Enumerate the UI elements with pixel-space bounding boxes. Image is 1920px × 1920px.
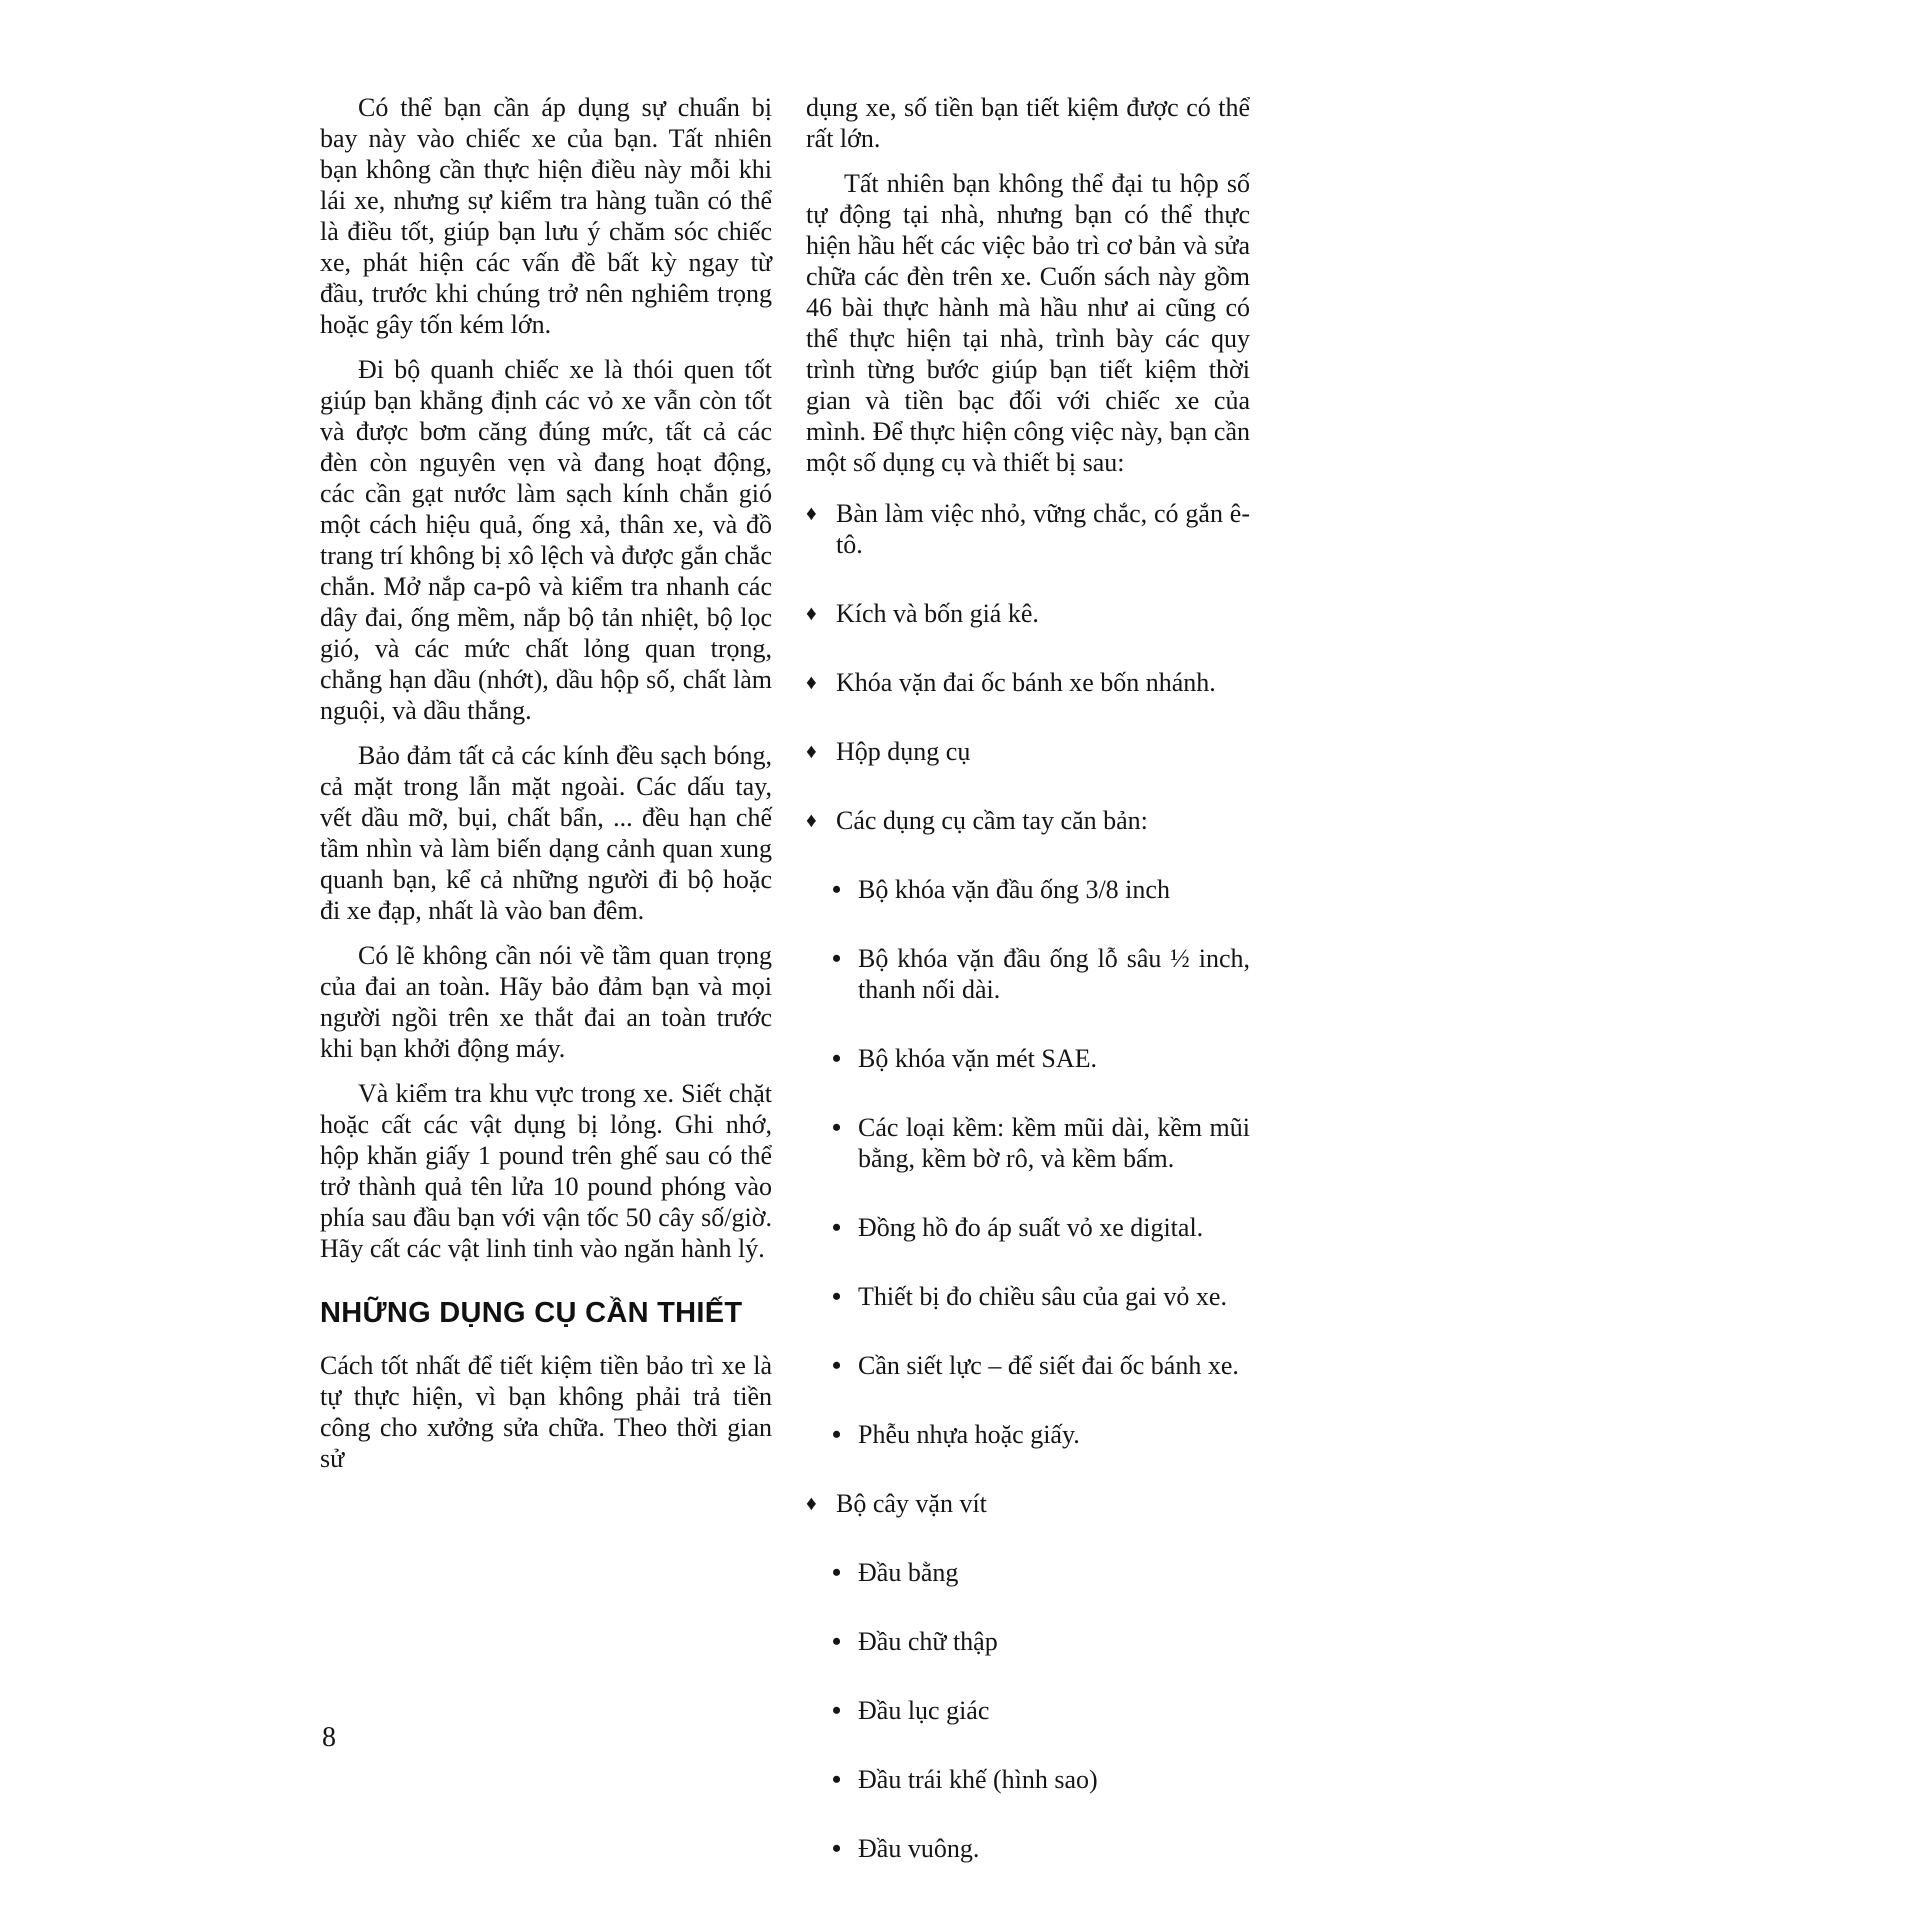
paragraph: Tất nhiên bạn không thể đại tu hộp số tự động tại nhà, nhưng bạn có thể thực hiện hầu hết các việc bảo trì cơ bản và sửa chữa các đèn trên xe. Cuốn sách này gồm 46 bài thực hành mà hầu như ai cũng có thể thực hiện tại nhà, trình bày các quy trình từng bước giúp bạn tiết kiệm thời gian và tiền bạc đối với chiếc xe của mình. Để thực hiện công việc này, bạn cần một số dụng cụ và thiết bị sau:	[806, 169, 1250, 477]
list-item	[806, 667, 1250, 698]
list-item-text: Đầu vuông.	[858, 1834, 980, 1863]
paragraph: Đi bộ quanh chiếc xe là thói quen tốt giúp bạn khẳng định các vỏ xe vẫn còn tốt và được bơm căng đúng mức, tất cả các đèn còn nguyên vẹn và đang hoạt động, các cần gạt nước làm sạch kính chắn gió một cách hiệu quả, ống xả, thân xe, và đồ trang trí không bị xô lệch và được gắn chắc chắn. Mở nắp ca-pô và kiểm tra nhanh các dây đai, ống mềm, nắp bộ tản nhiệt, bộ lọc gió, và các mức chất lỏng quan trọng, chẳng hạn dầu (nhớt), dầu hộp số, chất làm nguội, và dầu thắng.	[320, 355, 772, 725]
list-item-text: Thiết bị đo chiều sâu của gai vỏ xe.	[858, 1282, 1227, 1311]
paragraph: Có lẽ không cần nói về tầm quan trọng của đai an toàn. Hãy bảo đảm bạn và mọi người ngồi trên xe thắt đai an toàn trước khi bạn khởi động máy.	[320, 941, 772, 1063]
list-item	[806, 1212, 1250, 1243]
paragraph: Cách tốt nhất để tiết kiệm tiền bảo trì xe là tự thực hiện, vì bạn không phải trả tiền công cho xưởng sửa chữa. Theo thời gian sử	[320, 1351, 772, 1473]
list-item-text: Khóa vặn đai ốc bánh xe bốn nhánh.	[836, 668, 1216, 697]
section-heading: NHỮNG DỤNG CỤ CẦN THIẾT	[320, 1297, 743, 1329]
list-item-text: Bộ khóa vặn mét SAE.	[858, 1044, 1098, 1073]
list-item-text: Đầu chữ thập	[858, 1627, 998, 1656]
list-item	[806, 1557, 1250, 1588]
diamond-bullet-icon: ♦	[806, 501, 817, 525]
list-item	[806, 943, 1250, 1005]
dot-bullet-icon: •	[832, 1213, 842, 1242]
list-item	[806, 1833, 1250, 1864]
list-item-text: Đầu lục giác	[858, 1696, 990, 1725]
list-item-text: Đầu bằng	[858, 1558, 959, 1587]
list-item	[806, 1695, 1250, 1726]
list-item	[806, 1626, 1250, 1657]
list-item	[806, 1350, 1250, 1381]
list-item	[806, 1112, 1250, 1174]
dot-bullet-icon: •	[832, 1282, 842, 1311]
list-item	[806, 1419, 1250, 1450]
paragraph: Có thể bạn cần áp dụng sự chuẩn bị bay này vào chiếc xe của bạn. Tất nhiên bạn không cần thực hiện điều này mỗi khi lái xe, nhưng sự kiểm tra hàng tuần có thể là điều tốt, giúp bạn lưu ý chăm sóc chiếc xe, phát hiện các vấn đề bất kỳ ngay từ đầu, trước khi chúng trở nên nghiêm trọng hoặc gây tốn kém lớn.	[320, 93, 772, 339]
dot-bullet-icon: •	[832, 1044, 842, 1073]
paragraph: dụng xe, số tiền bạn tiết kiệm được có thể rất lớn.	[806, 93, 1250, 153]
list-item-text: Kích và bốn giá kê.	[836, 599, 1039, 628]
list-item-text: Hộp dụng cụ	[836, 737, 971, 766]
diamond-bullet-icon: ♦	[806, 601, 817, 625]
list-item-text: Bàn làm việc nhỏ, vững chắc, có gắn ê-tô.	[836, 499, 1250, 559]
list-item-text: Cần siết lực – để siết đai ốc bánh xe.	[858, 1351, 1239, 1380]
list-item-text: Bộ cây vặn vít	[836, 1489, 987, 1518]
list-item-text: Bộ khóa vặn đầu ống lỗ sâu ½ inch, thanh nối dài.	[858, 944, 1250, 1004]
list-item	[806, 1764, 1250, 1795]
dot-bullet-icon: •	[832, 1420, 842, 1449]
list-item	[806, 1043, 1250, 1074]
page-number: 8	[322, 1722, 336, 1753]
list-item-text: Bộ khóa vặn đầu ống 3/8 inch	[858, 875, 1170, 904]
diamond-bullet-icon: ♦	[806, 739, 817, 763]
diamond-bullet-icon: ♦	[806, 808, 817, 832]
dot-bullet-icon: •	[832, 1765, 842, 1794]
list-item-text: Các dụng cụ cầm tay căn bản:	[836, 806, 1148, 835]
list-item	[806, 874, 1250, 905]
list-item-text: Các loại kềm: kềm mũi dài, kềm mũi bằng, kềm bờ rô, và kềm bấm.	[858, 1113, 1250, 1173]
list-item	[806, 1281, 1250, 1312]
list-item	[806, 598, 1250, 629]
list-item-text: Đầu trái khế (hình sao)	[858, 1765, 1098, 1794]
dot-bullet-icon: •	[832, 944, 842, 973]
list-item-text: Phễu nhựa hoặc giấy.	[858, 1420, 1080, 1449]
list-item	[806, 736, 1250, 767]
dot-bullet-icon: •	[832, 1627, 842, 1656]
list-item	[806, 805, 1250, 836]
dot-bullet-icon: •	[832, 875, 842, 904]
dot-bullet-icon: •	[832, 1558, 842, 1587]
dot-bullet-icon: •	[832, 1113, 842, 1142]
list-item	[806, 1488, 1250, 1519]
paragraph: Bảo đảm tất cả các kính đều sạch bóng, cả mặt trong lẫn mặt ngoài. Các dấu tay, vết dầu mỡ, bụi, chất bẩn, ... đều hạn chế tầm nhìn và làm biến dạng cảnh quan xung quanh bạn, kể cả những người đi bộ hoặc đi xe đạp, nhất là vào ban đêm.	[320, 741, 772, 925]
dot-bullet-icon: •	[832, 1351, 842, 1380]
diamond-bullet-icon: ♦	[806, 670, 817, 694]
right-column	[806, 92, 1250, 1864]
diamond-bullet-icon: ♦	[806, 1491, 817, 1515]
dot-bullet-icon: •	[832, 1696, 842, 1725]
dot-bullet-icon: •	[832, 1834, 842, 1863]
list-item	[806, 498, 1250, 560]
left-column	[320, 92, 772, 1488]
paragraph: Và kiểm tra khu vực trong xe. Siết chặt hoặc cất các vật dụng bị lỏng. Ghi nhớ, hộp khăn giấy 1 pound trên ghế sau có thể trở thành quả tên lửa 10 pound phóng vào phía sau đầu bạn với vận tốc 50 cây số/giờ. Hãy cất các vật linh tinh vào ngăn hành lý.	[320, 1079, 772, 1263]
list-item-text: Đồng hồ đo áp suất vỏ xe digital.	[858, 1213, 1204, 1242]
